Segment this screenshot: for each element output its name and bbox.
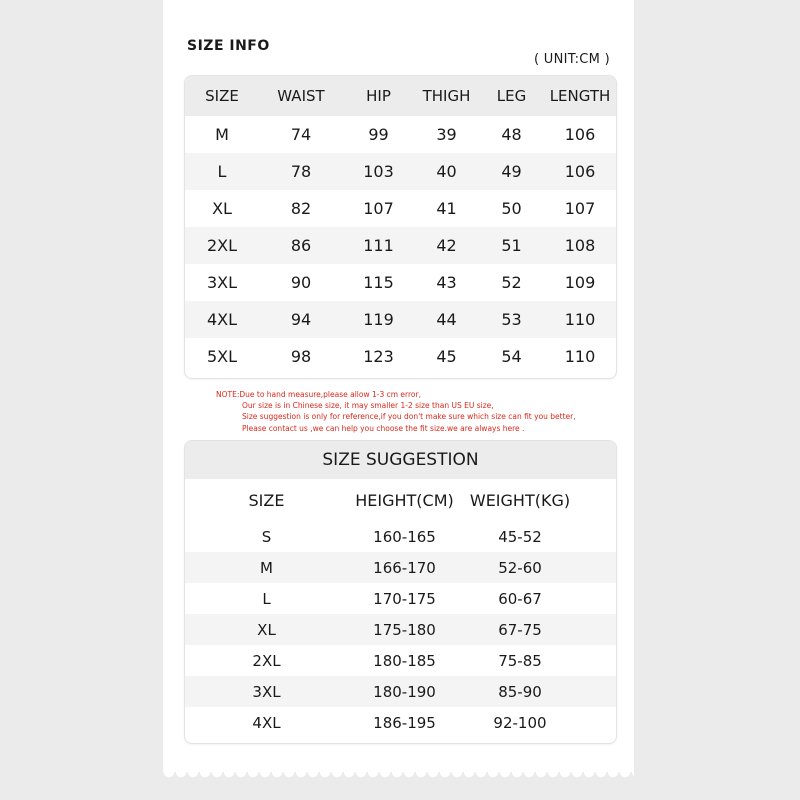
column-header: THIGH xyxy=(414,76,479,116)
table-cell: S xyxy=(261,527,272,546)
table-cell: 109 xyxy=(564,273,596,292)
column-header: WAIST xyxy=(259,76,343,116)
table-cell: 52 xyxy=(501,273,522,292)
table-cell: 42 xyxy=(414,227,479,264)
column-header: HIP xyxy=(343,76,414,116)
table-cell: 92-100 xyxy=(493,713,547,732)
spacer-cell xyxy=(579,479,616,521)
table-row xyxy=(185,264,616,301)
table-row xyxy=(185,645,616,676)
table-cell: L xyxy=(262,589,271,608)
table-cell: 180-185 xyxy=(373,651,436,670)
spacer-cell xyxy=(579,552,616,583)
table-cell: 98 xyxy=(290,347,312,366)
table-cell: 50 xyxy=(501,199,522,218)
table-cell: 123 xyxy=(363,347,394,366)
table-cell: 39 xyxy=(436,125,457,144)
spacer-cell xyxy=(579,676,616,707)
table-cell: 107 xyxy=(363,199,394,218)
table-cell: 60-67 xyxy=(498,589,542,608)
left-margin xyxy=(0,0,163,800)
table-cell: 110 xyxy=(544,301,616,338)
table-cell: 78 xyxy=(259,153,343,190)
column-header: SIZE xyxy=(185,76,259,116)
table-row xyxy=(185,190,616,227)
table-cell: 53 xyxy=(479,301,544,338)
table-cell: 48 xyxy=(501,125,522,144)
table-cell: 86 xyxy=(259,227,343,264)
header-row xyxy=(185,76,616,116)
table-row xyxy=(185,552,616,583)
table-cell: 115 xyxy=(363,273,394,292)
header-row xyxy=(185,479,616,521)
table-cell: 52-60 xyxy=(461,552,579,583)
column-header: WEIGHT(KG) xyxy=(469,490,571,510)
table-cell: 90 xyxy=(290,273,312,292)
table-cell: 82 xyxy=(290,199,312,218)
table-cell: 106 xyxy=(564,125,596,144)
table-row xyxy=(185,116,616,153)
size-info-title: SIZE INFO xyxy=(187,38,270,54)
table-cell: L xyxy=(185,153,259,190)
size-suggestion-title: SIZE SUGGESTION xyxy=(185,441,616,479)
table-cell: 94 xyxy=(259,301,343,338)
table-cell: M xyxy=(215,125,229,144)
spacer-cell xyxy=(579,521,616,552)
table-cell: 119 xyxy=(343,301,414,338)
table-cell: 166-170 xyxy=(348,552,461,583)
column-header: SIZE xyxy=(248,490,285,510)
table-cell: 40 xyxy=(414,153,479,190)
size-info-table xyxy=(184,75,617,379)
table-cell: 67-75 xyxy=(461,614,579,645)
note-line: Please contact us ,we can help you choose the fit size.we are always here . xyxy=(242,423,525,433)
column-header: LENGTH xyxy=(544,76,616,116)
table-cell: 110 xyxy=(564,347,596,366)
table-cell: 4XL xyxy=(185,301,259,338)
table-cell: 85-90 xyxy=(461,676,579,707)
table-row xyxy=(185,614,616,645)
table-cell: 170-175 xyxy=(373,589,436,608)
table-cell: 2XL xyxy=(185,227,259,264)
table-row xyxy=(185,301,616,338)
table-cell: 3XL xyxy=(185,676,348,707)
table-cell: 54 xyxy=(501,347,522,366)
table-cell: 160-165 xyxy=(373,527,436,546)
table-cell: 175-180 xyxy=(348,614,461,645)
table-cell: 51 xyxy=(479,227,544,264)
spacer-cell xyxy=(579,707,616,738)
table-cell: 106 xyxy=(544,153,616,190)
table-cell: XL xyxy=(212,199,232,218)
table-cell: 99 xyxy=(368,125,389,144)
table-cell: 180-190 xyxy=(348,676,461,707)
size-suggestion-table xyxy=(184,440,617,744)
note-line: Our size is in Chinese size, it may smaller 1-2 size than US EU size, xyxy=(242,401,494,411)
table-cell: 75-85 xyxy=(498,651,542,670)
table-cell: 111 xyxy=(343,227,414,264)
table-cell: 49 xyxy=(479,153,544,190)
table-row xyxy=(185,583,616,614)
table-row xyxy=(185,676,616,707)
right-margin xyxy=(634,0,800,800)
table-cell: M xyxy=(185,552,348,583)
spacer-cell xyxy=(579,614,616,645)
table-cell: 3XL xyxy=(206,273,238,292)
spacer-cell xyxy=(579,645,616,676)
table-cell: 44 xyxy=(414,301,479,338)
note-line: NOTE:Due to hand measure,please allow 1-3 cm error, xyxy=(216,390,421,399)
table-row xyxy=(185,338,616,375)
table-row xyxy=(185,227,616,264)
table-cell: 108 xyxy=(544,227,616,264)
size-note xyxy=(216,389,576,434)
column-header: HEIGHT(CM) xyxy=(355,490,454,510)
table-cell: 45-52 xyxy=(498,527,542,546)
table-cell: 4XL xyxy=(252,713,281,732)
table-cell: 43 xyxy=(436,273,457,292)
spacer-cell xyxy=(579,583,616,614)
table-cell: 107 xyxy=(564,199,596,218)
table-cell: 103 xyxy=(343,153,414,190)
perforated-edge xyxy=(163,772,634,800)
table-row xyxy=(185,521,616,552)
table-cell: 186-195 xyxy=(373,713,436,732)
table-cell: 74 xyxy=(290,125,312,144)
unit-label: ( UNIT:CM ) xyxy=(534,52,610,67)
column-header: LEG xyxy=(479,76,544,116)
note-line: Size suggestion is only for reference,if you don't make sure which size can fit you better, xyxy=(242,412,576,422)
table-row xyxy=(185,153,616,190)
table-row xyxy=(185,707,616,738)
table-cell: 45 xyxy=(436,347,457,366)
table-cell: 41 xyxy=(436,199,457,218)
table-cell: 5XL xyxy=(206,347,238,366)
table-cell: 2XL xyxy=(252,651,281,670)
table-cell: XL xyxy=(185,614,348,645)
